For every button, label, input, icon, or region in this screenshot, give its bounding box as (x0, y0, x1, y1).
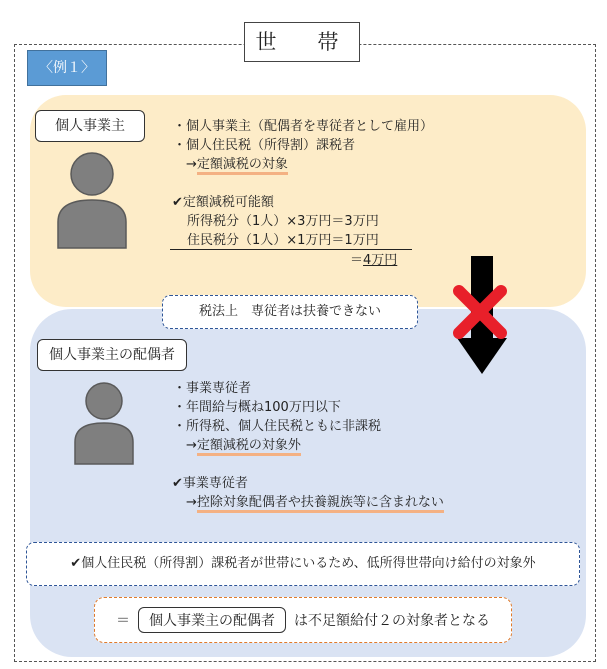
spouse-person-icon (72, 380, 136, 466)
spouse-label: 個人事業主の配偶者 (37, 339, 187, 371)
calc-total-prefix: ＝ (350, 253, 364, 268)
summary-box (26, 542, 580, 586)
bottom-arrow-prefix: → (186, 438, 197, 453)
check-icon: ✔ (172, 476, 183, 491)
top-arrow-highlight: 定額減税の対象 (197, 157, 288, 175)
bottom-arrow-line (186, 436, 301, 455)
top-bullet-1: ・個人事業主（配偶者を専従者として雇用） (173, 119, 434, 134)
example-label: 〈例１〉 (27, 50, 107, 86)
business-owner-label: 個人事業主 (35, 110, 145, 142)
top-check-heading: 定額減税可能額 (182, 195, 274, 210)
bottom-bullet-2: ・年間給与概ね100万円以下 (173, 400, 341, 415)
top-arrow-line (186, 155, 288, 174)
calc-total-value: 4万円 (363, 253, 398, 268)
bottom-check-line (172, 474, 248, 493)
top-arrow-prefix: → (186, 157, 197, 172)
check-icon: ✔ (70, 556, 82, 571)
bottom-bullet-1: ・事業専従者 (173, 381, 252, 396)
check-icon: ✔ (172, 195, 183, 210)
top-check-line (172, 193, 274, 212)
household-title: 世 帯 (244, 22, 360, 62)
conclusion-boxed-label: 個人事業主の配偶者 (138, 607, 286, 633)
bottom-bullet-3: ・所得税、個人住民税ともに非課税 (173, 419, 382, 434)
calc-total (350, 251, 397, 270)
bottom-arrow-highlight: 定額減税の対象外 (197, 438, 301, 456)
calc-line-2: 住民税分（1人）×1万円＝1万円 (187, 233, 379, 248)
bottom-check-heading: 事業専従者 (182, 476, 248, 491)
business-owner-person-icon (54, 150, 130, 250)
cross-mark-icon (453, 285, 507, 339)
conclusion-suffix: は不足額給付２の対象者となる (294, 613, 490, 629)
conclusion-box (94, 597, 512, 643)
bottom-check-arrow-highlight: 控除対象配偶者や扶養親族等に含まれない (197, 495, 444, 513)
bottom-check-arrow-prefix: → (186, 495, 197, 510)
conclusion-prefix: ＝ (116, 613, 130, 629)
bottom-check-arrow-line (186, 493, 444, 512)
calc-line-1: 所得税分（1人）×3万円＝3万円 (187, 214, 379, 229)
top-bullet-2: ・個人住民税（所得割）課税者 (173, 138, 356, 153)
summary-text: 個人住民税（所得割）課税者が世帯にいるため、低所得世帯向け給付の対象外 (81, 556, 536, 571)
dependency-notice: 税法上 専従者は扶養できない (162, 295, 418, 329)
calc-sum-rule (170, 249, 412, 250)
